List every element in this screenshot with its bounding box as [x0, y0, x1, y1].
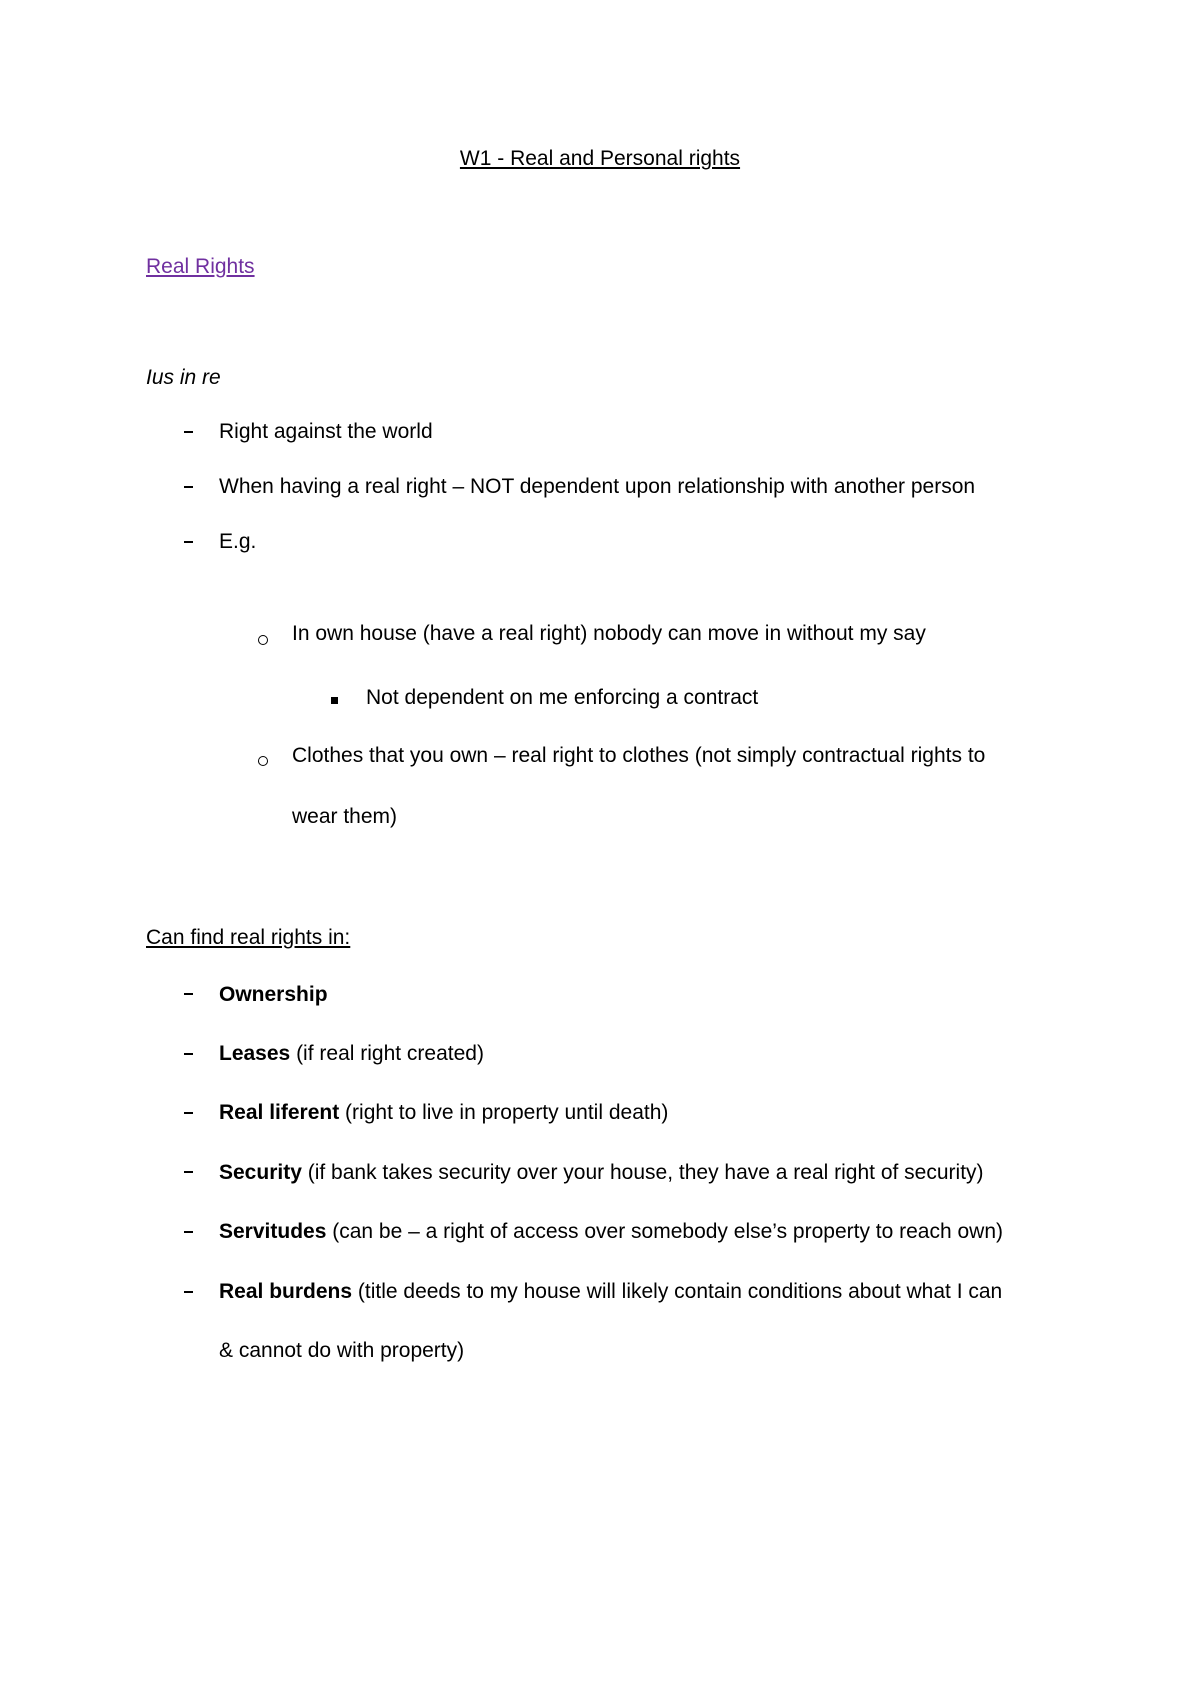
list-item: E.g. [219, 530, 257, 553]
list-item: In own house (have a real right) nobody can move in without my say [292, 622, 926, 645]
dash-bullet [184, 1112, 193, 1114]
term-bold: Security [219, 1161, 302, 1184]
dash-bullet [184, 1171, 193, 1173]
term-description: (if real right created) [290, 1042, 484, 1065]
dash-bullet [184, 541, 193, 543]
list-item [219, 1220, 1003, 1244]
list-item [219, 1101, 668, 1125]
subheading-ius-in-re: Ius in re [146, 366, 221, 389]
term-description: (if bank takes security over your house, they have a real right of security) [301, 1161, 984, 1184]
circle-bullet [258, 756, 268, 766]
list-item [219, 1161, 984, 1185]
square-bullet [331, 697, 338, 704]
dash-bullet [184, 1291, 193, 1293]
section-heading-real-rights: Real Rights [146, 255, 255, 278]
list-item [219, 1280, 1002, 1304]
list-item-continuation: wear them) [292, 805, 398, 828]
term-bold: Ownership [219, 983, 328, 1006]
document-title: W1 - Real and Personal rights [459, 147, 741, 170]
dash-bullet [184, 1231, 193, 1233]
dash-bullet [184, 431, 193, 433]
term-description: (right to live in property until death) [339, 1101, 669, 1124]
dash-bullet [184, 1053, 193, 1055]
section-heading-can-find: Can find real rights in: [146, 926, 351, 949]
list-item-continuation: & cannot do with property) [219, 1339, 465, 1362]
list-item: Clothes that you own – real right to clothes (not simply contractual rights to [292, 744, 986, 767]
term-description: (title deeds to my house will likely contain conditions about what I can [352, 1280, 1003, 1303]
list-item [219, 1042, 484, 1066]
term-bold: Servitudes [219, 1220, 327, 1243]
term-bold: Real liferent [219, 1101, 340, 1124]
list-item: When having a real right – NOT dependent upon relationship with another person [219, 475, 976, 498]
list-item: Right against the world [219, 420, 433, 443]
term-bold: Leases [219, 1042, 291, 1065]
term-bold: Real burdens [219, 1280, 353, 1303]
dash-bullet [184, 486, 193, 488]
list-item: Not dependent on me enforcing a contract [366, 686, 759, 709]
dash-bullet [184, 993, 193, 995]
circle-bullet [258, 635, 268, 645]
term-description: (can be – a right of access over somebody else’s property to reach own) [326, 1220, 1004, 1243]
list-item [219, 983, 328, 1007]
